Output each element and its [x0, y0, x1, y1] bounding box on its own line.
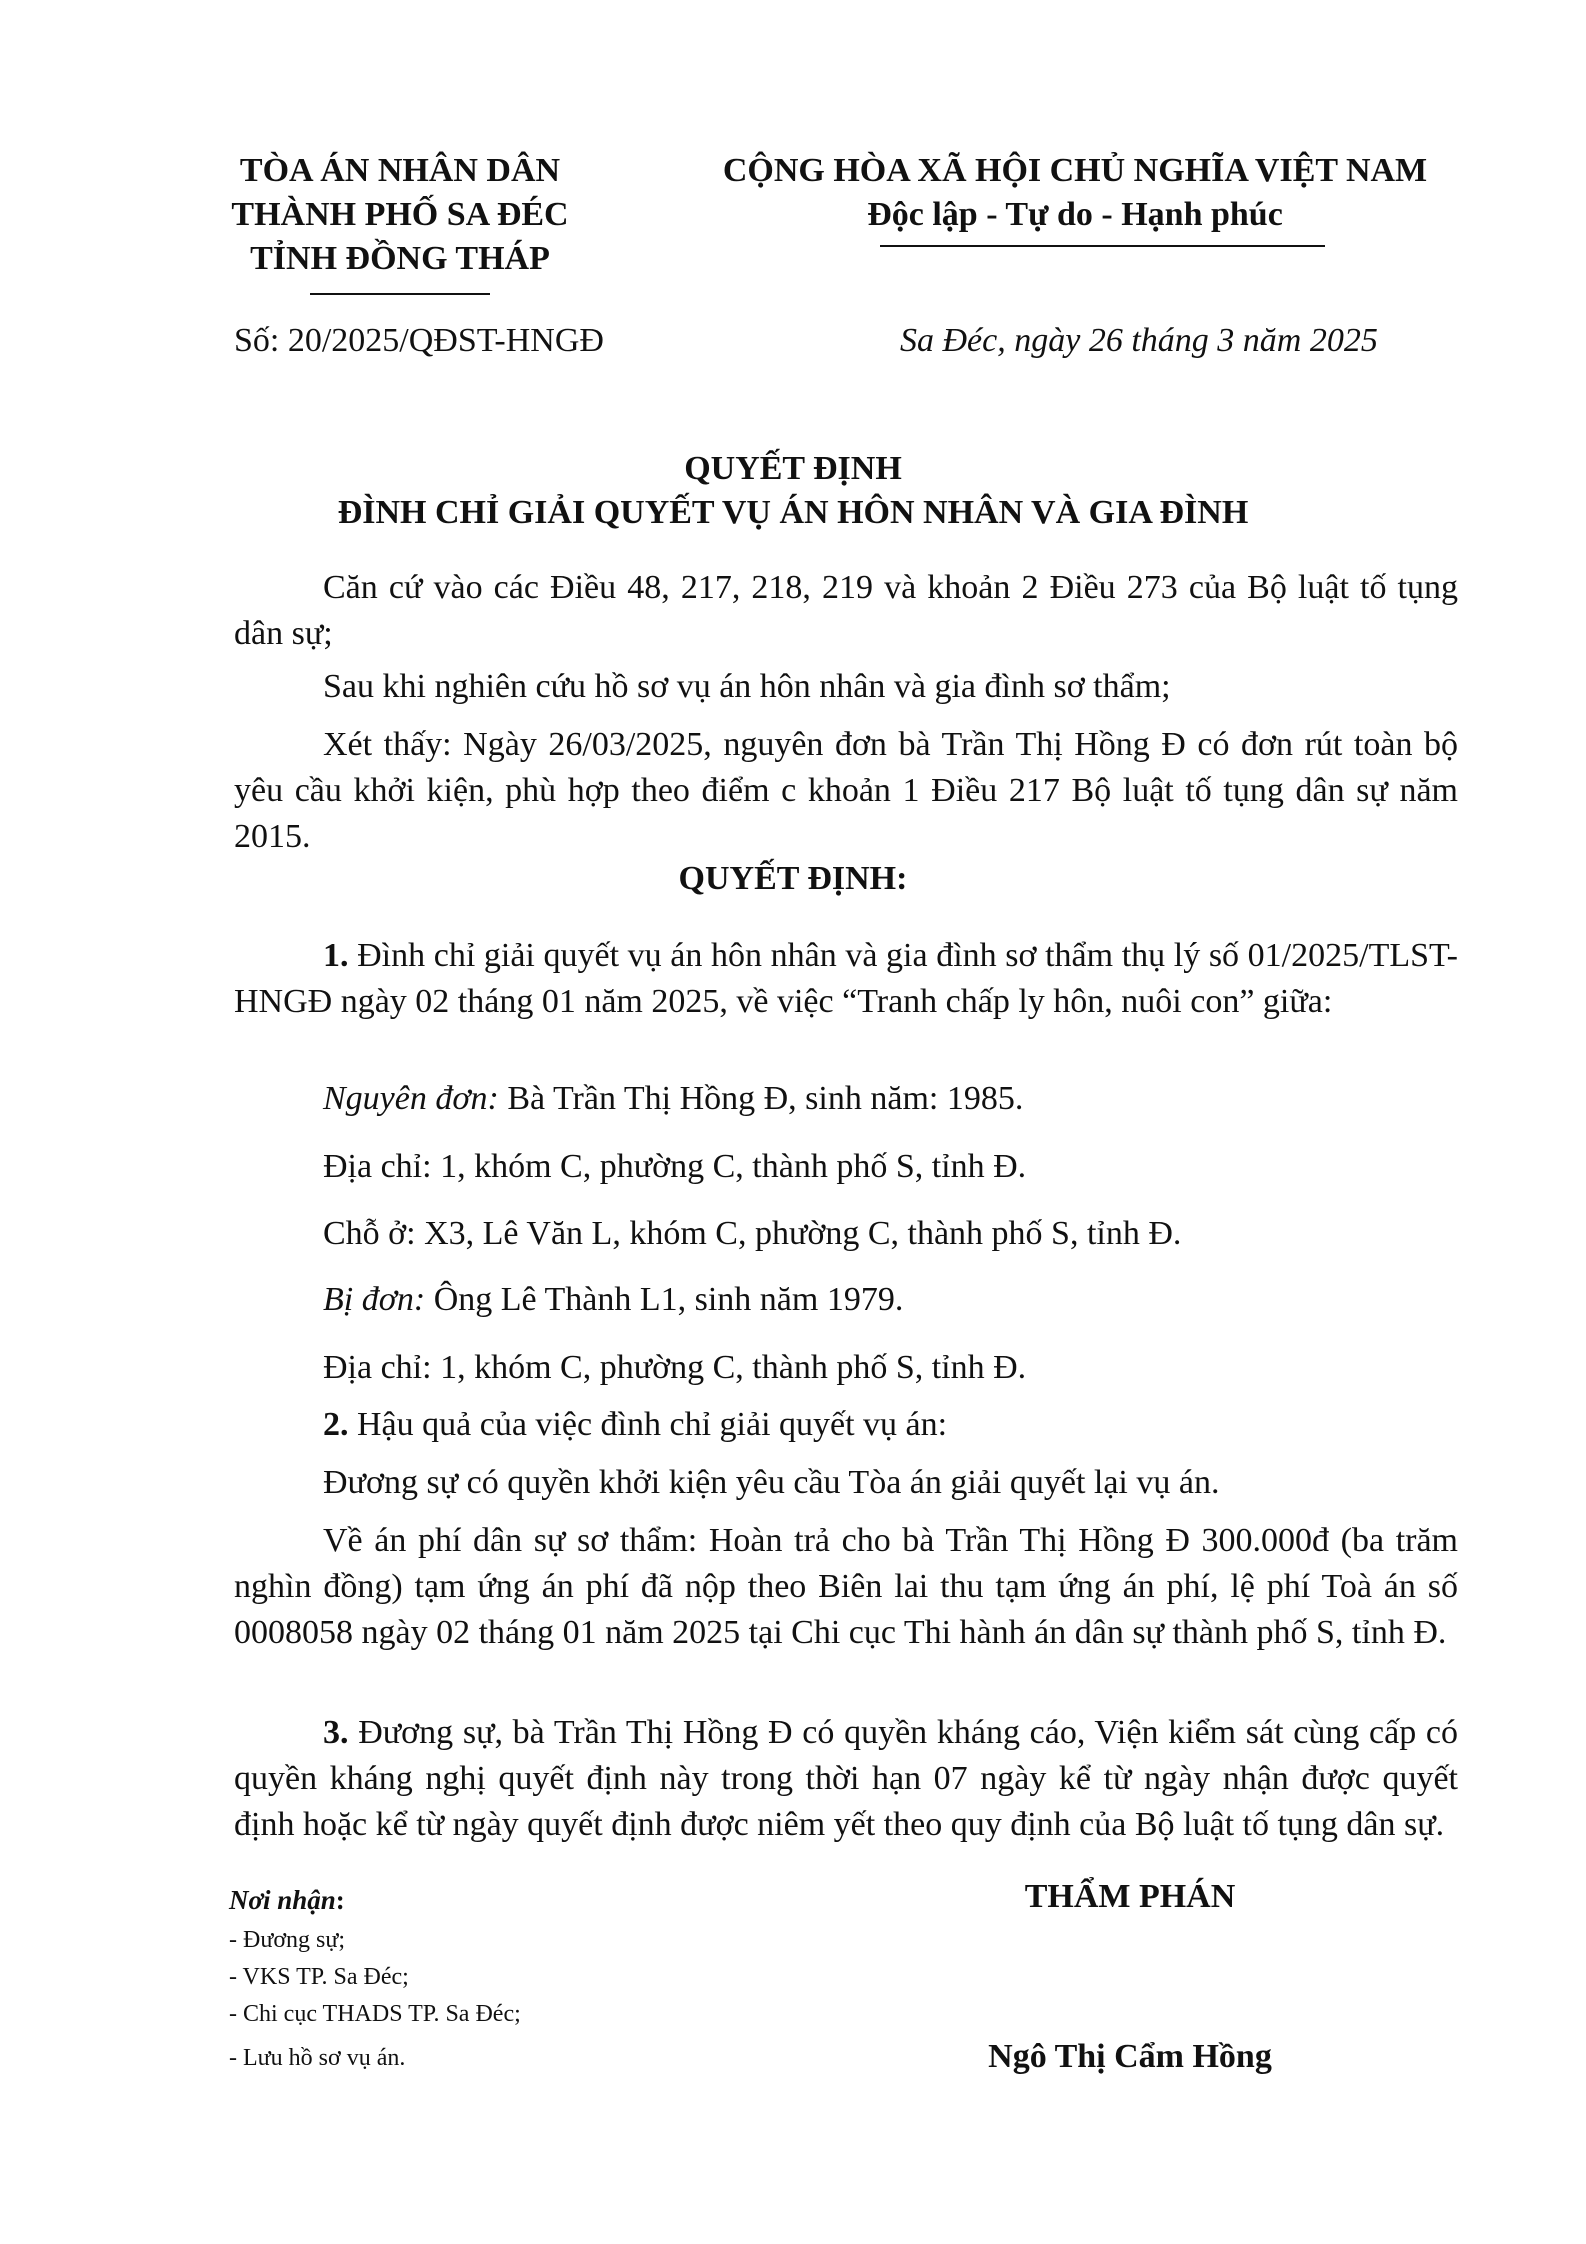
recipient-item: - Chi cục THADS TP. Sa Đéc;: [229, 2001, 521, 2027]
court-name-line-1: TÒA ÁN NHÂN DÂN: [239, 152, 561, 189]
recipients-label: Nơi nhận:: [229, 1885, 345, 1915]
court-name-line-3: TỈNH ĐỒNG THÁP: [250, 240, 550, 277]
item-2-court-fee: Về án phí dân sự sơ thẩm: Hoàn trả cho bà Trần Thị Hồng Đ 300.000đ (ba trăm nghìn đồng) tạm ứng án phí đã nộp theo Biên lai thu tạm ứng án phí, lệ phí Toà án số 0008058 ngày 02 tháng 01 năm 2025 tại Chi cục Thi hành án dân sự thành phố S, tỉnh Đ.: [234, 1522, 1458, 1651]
item-1-number: 1.: [323, 937, 349, 974]
court-name-line-2: THÀNH PHỐ SA ĐÉC: [231, 196, 569, 233]
recipient-item: - VKS TP. Sa Đéc;: [229, 1964, 409, 1990]
item-2-heading: 2. Hậu quả của việc đình chỉ giải quyết vụ án:: [323, 1406, 948, 1443]
preamble-findings: Xét thấy: Ngày 26/03/2025, nguyên đơn bà Trần Thị Hồng Đ có đơn rút toàn bộ yêu cầu khởi kiện, phù hợp theo điểm c khoản 1 Điều 217 Bộ luật tố tụng dân sự năm 2015.: [234, 726, 1458, 855]
plaintiff-address: Địa chỉ: 1, khóm C, phường C, thành phố S, tỉnh Đ.: [323, 1148, 1027, 1185]
item-2-number: 2.: [323, 1406, 349, 1443]
preamble-review: Sau khi nghiên cứu hồ sơ vụ án hôn nhân và gia đình sơ thẩm;: [323, 668, 1171, 705]
national-title: CỘNG HÒA XÃ HỘI CHỦ NGHĨA VIỆT NAM: [722, 152, 1428, 189]
document-subtitle: ĐÌNH CHỈ GIẢI QUYẾT VỤ ÁN HÔN NHÂN VÀ GIA ĐÌNH: [337, 494, 1249, 531]
signer-role: THẨM PHÁN: [1024, 1878, 1236, 1915]
national-motto: Độc lập - Tự do - Hạnh phúc: [867, 196, 1283, 233]
recipient-item: - Lưu hồ sơ vụ án.: [229, 2045, 406, 2071]
item-2-right-to-sue: Đương sự có quyền khởi kiện yêu cầu Tòa án giải quyết lại vụ án.: [323, 1464, 1220, 1501]
item-3-number: 3.: [323, 1714, 349, 1751]
item-1-text: 1. Đình chỉ giải quyết vụ án hôn nhân và gia đình sơ thẩm thụ lý số 01/2025/TLST-HNGĐ ngày 02 tháng 01 năm 2025, về việc “Tranh chấp ly hôn, nuôi con” giữa:: [234, 937, 1458, 1020]
preamble-legal-basis: Căn cứ vào các Điều 48, 217, 218, 219 và khoản 2 Điều 273 của Bộ luật tố tụng dân sự;: [234, 569, 1458, 652]
defendant-address: Địa chỉ: 1, khóm C, phường C, thành phố S, tỉnh Đ.: [323, 1349, 1027, 1386]
document-number: Số: 20/2025/QĐST-HNGĐ: [234, 322, 604, 359]
document-title: QUYẾT ĐỊNH: [684, 450, 902, 487]
document-date: Sa Đéc, ngày 26 tháng 3 năm 2025: [900, 322, 1378, 359]
signer-name: Ngô Thị Cẩm Hồng: [988, 2038, 1272, 2075]
defendant-line: Bị đơn: Ông Lê Thành L1, sinh năm 1979.: [323, 1281, 904, 1318]
motto-underline: [880, 245, 1325, 247]
plaintiff-line: Nguyên đơn: Bà Trần Thị Hồng Đ, sinh năm: 1985.: [323, 1080, 1024, 1117]
court-name-underline: [310, 293, 490, 295]
recipient-item: - Đương sự;: [229, 1927, 346, 1953]
decision-heading: QUYẾT ĐỊNH:: [678, 860, 908, 897]
plaintiff-residence: Chỗ ở: X3, Lê Văn L, khóm C, phường C, thành phố S, tỉnh Đ.: [323, 1215, 1182, 1252]
item-3-text: 3. Đương sự, bà Trần Thị Hồng Đ có quyền kháng cáo, Viện kiểm sát cùng cấp có quyền kháng nghị quyết định này trong thời hạn 07 ngày kể từ ngày nhận được quyết định hoặc kể từ ngày quyết định được niêm yết theo quy định của Bộ luật tố tụng dân sự.: [234, 1714, 1458, 1843]
